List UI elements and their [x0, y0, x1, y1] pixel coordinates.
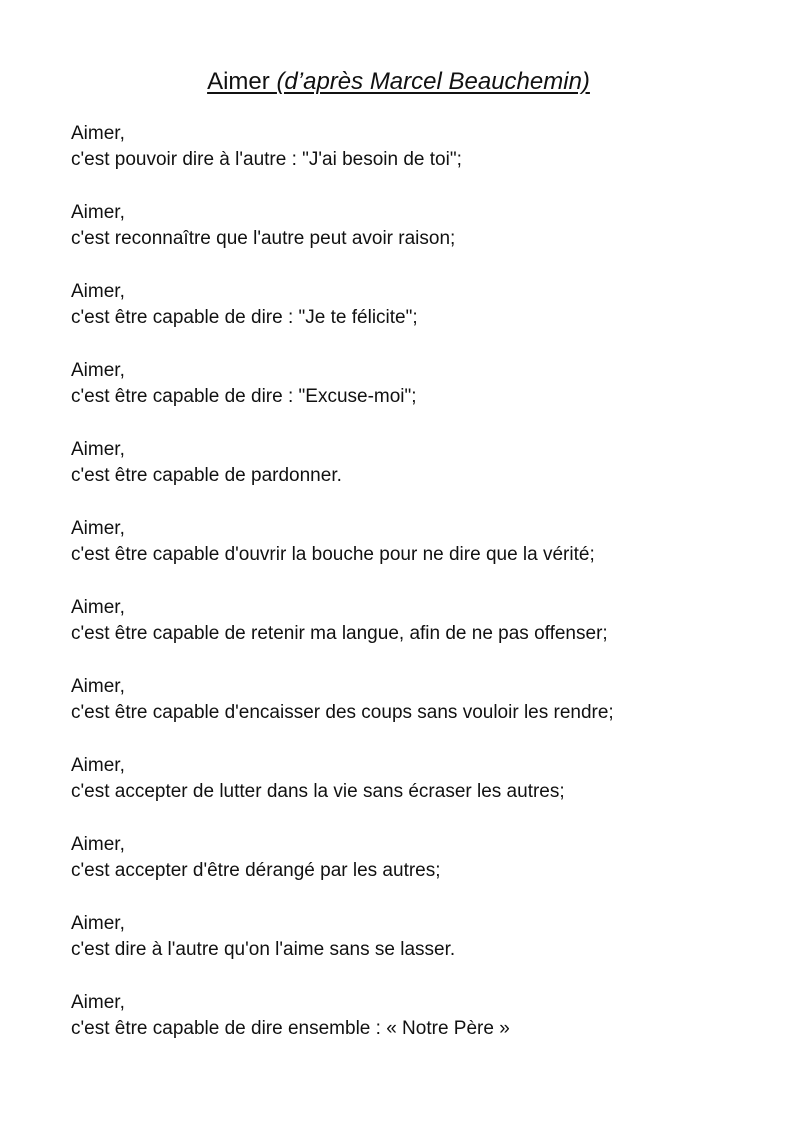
- stanza: [71, 516, 787, 595]
- stanza: [71, 437, 787, 516]
- stanza-second-line: c'est être capable de dire : "Je te félicite";: [71, 307, 418, 328]
- stanza-first-line: Aimer,: [71, 281, 125, 302]
- stanza-first-line: Aimer,: [71, 913, 125, 934]
- title-main: Aimer: [207, 68, 277, 95]
- page-title: [0, 66, 797, 98]
- stanza-second-line: c'est reconnaître que l'autre peut avoir raison;: [71, 228, 456, 249]
- stanza-second-line: c'est accepter d'être dérangé par les autres;: [71, 860, 441, 881]
- stanza: [71, 358, 787, 437]
- stanza-second-line: c'est accepter de lutter dans la vie sans écraser les autres;: [71, 781, 565, 802]
- title-attribution: (d’après Marcel Beauchemin): [276, 68, 590, 95]
- stanza-second-line: c'est être capable de dire : "Excuse-moi";: [71, 386, 417, 407]
- stanza-first-line: Aimer,: [71, 755, 125, 776]
- stanza: [71, 753, 787, 832]
- stanza-second-line: c'est dire à l'autre qu'on l'aime sans se lasser.: [71, 939, 456, 960]
- stanza-first-line: Aimer,: [71, 676, 125, 697]
- stanza-second-line: c'est pouvoir dire à l'autre : "J'ai besoin de toi";: [71, 149, 462, 170]
- stanza: [71, 200, 787, 279]
- stanza-first-line: Aimer,: [71, 123, 125, 144]
- stanza-first-line: Aimer,: [71, 992, 125, 1013]
- stanza: [71, 832, 787, 911]
- stanza-second-line: c'est être capable de dire ensemble : « Notre Père »: [71, 1018, 510, 1039]
- stanza: [71, 674, 787, 753]
- stanza-second-line: c'est être capable d'encaisser des coups sans vouloir les rendre;: [71, 702, 614, 723]
- stanza-first-line: Aimer,: [71, 439, 125, 460]
- stanza: [71, 911, 787, 990]
- stanza-first-line: Aimer,: [71, 834, 125, 855]
- stanza: [71, 279, 787, 358]
- stanza: [71, 595, 787, 674]
- stanza-first-line: Aimer,: [71, 360, 125, 381]
- stanza-second-line: c'est être capable de retenir ma langue, afin de ne pas offenser;: [71, 623, 608, 644]
- stanza: [71, 121, 787, 200]
- stanza-first-line: Aimer,: [71, 202, 125, 223]
- stanza-second-line: c'est être capable d'ouvrir la bouche pour ne dire que la vérité;: [71, 544, 595, 565]
- stanza-first-line: Aimer,: [71, 597, 125, 618]
- stanza-second-line: c'est être capable de pardonner.: [71, 465, 342, 486]
- stanza-first-line: Aimer,: [71, 518, 125, 539]
- poem-body: [71, 121, 787, 1069]
- stanza: [71, 990, 787, 1069]
